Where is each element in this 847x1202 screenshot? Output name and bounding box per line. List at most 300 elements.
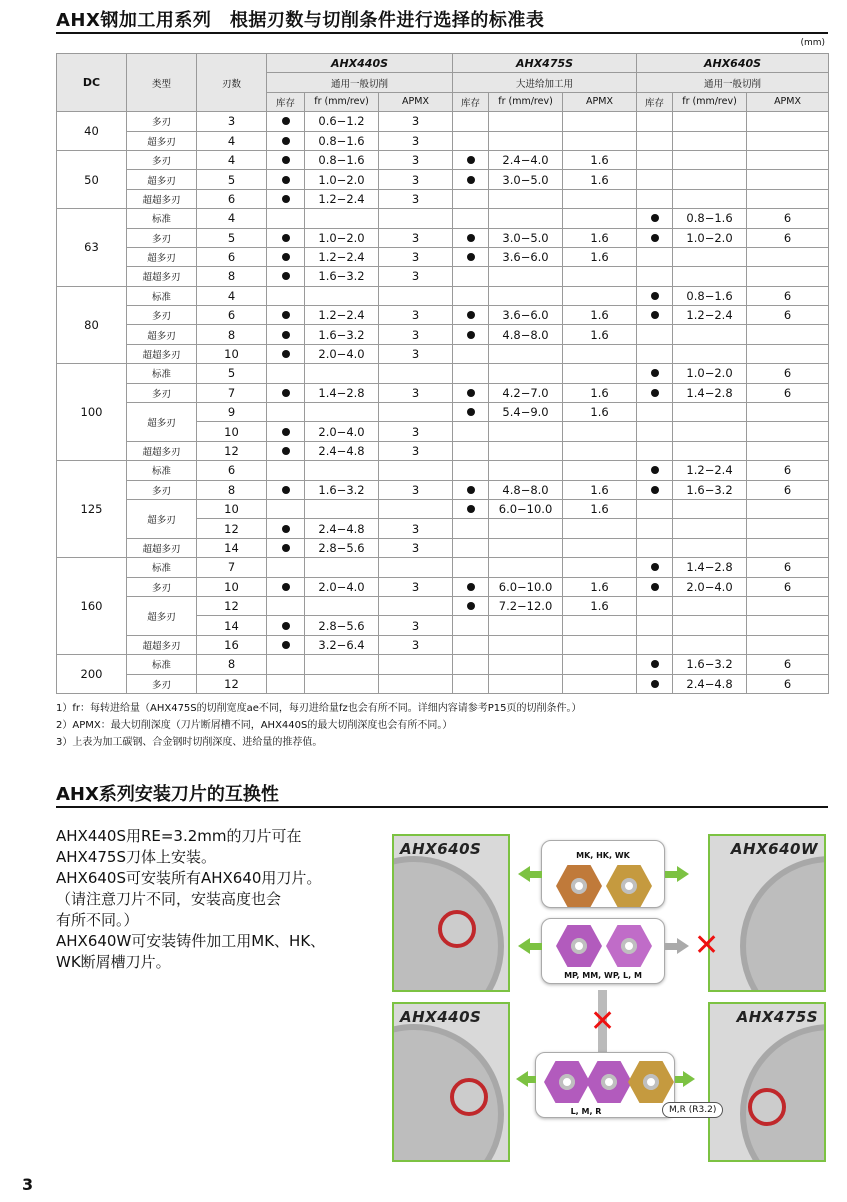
teeth-cell: 14: [197, 616, 267, 635]
table-row: [57, 655, 829, 674]
apmx-cell: [563, 519, 637, 538]
stock-cell: [453, 519, 489, 538]
table-row: [57, 209, 829, 228]
fr-cell: [489, 558, 563, 577]
text-line: AHX440S用RE=3.2mm的刀片可在: [56, 827, 302, 845]
fr-cell: [305, 209, 379, 228]
notes: [56, 700, 581, 751]
stock-cell: [453, 344, 489, 363]
fr-cell: 2.4−4.8: [305, 441, 379, 460]
stock-cell: [453, 441, 489, 460]
table-row: [57, 480, 829, 499]
type-cell: 超多刃: [127, 170, 197, 189]
type-cell: 超多刃: [127, 403, 197, 442]
fr-cell: 1.2−2.4: [673, 461, 747, 480]
fr-cell: [673, 170, 747, 189]
stock-cell: [637, 422, 673, 441]
apmx-cell: [747, 499, 829, 518]
sub-apmx: APMX: [563, 92, 637, 111]
apmx-cell: [747, 189, 829, 208]
fr-cell: [305, 461, 379, 480]
apmx-cell: [379, 655, 453, 674]
apmx-cell: 3: [379, 441, 453, 460]
apmx-cell: [747, 325, 829, 344]
apmx-cell: [563, 558, 637, 577]
stock-cell: [637, 616, 673, 635]
stock-dot-icon: [637, 383, 673, 402]
stock-dot-icon: [637, 364, 673, 383]
fr-cell: 6.0−10.0: [489, 499, 563, 518]
table-row: [57, 306, 829, 325]
fr-cell: [489, 655, 563, 674]
fr-cell: [489, 112, 563, 131]
apmx-cell: 3: [379, 480, 453, 499]
table-row: [57, 596, 829, 615]
apmx-cell: 1.6: [563, 499, 637, 518]
apmx-cell: [563, 674, 637, 693]
interchange-text: [56, 826, 356, 973]
apmx-cell: [379, 596, 453, 615]
fr-cell: [489, 267, 563, 286]
stock-dot-icon: [267, 480, 305, 499]
apmx-cell: [747, 150, 829, 169]
apmx-cell: 6: [747, 461, 829, 480]
table-row: [57, 635, 829, 654]
col-teeth: 刃数: [197, 54, 267, 112]
arrow-shaft: [528, 1076, 536, 1083]
fr-cell: [305, 499, 379, 518]
apmx-cell: [747, 538, 829, 557]
fr-cell: [673, 150, 747, 169]
fr-cell: 5.4−9.0: [489, 403, 563, 422]
apmx-cell: [747, 131, 829, 150]
insert-icon: [544, 1061, 590, 1103]
stock-cell: [637, 112, 673, 131]
apmx-cell: [747, 403, 829, 422]
text-line: （请注意刀片不同，安装高度也会: [56, 890, 282, 908]
stock-cell: [637, 519, 673, 538]
type-cell: 标准: [127, 209, 197, 228]
stock-dot-icon: [637, 461, 673, 480]
fr-cell: [673, 267, 747, 286]
teeth-cell: 12: [197, 441, 267, 460]
apmx-cell: [379, 403, 453, 422]
apmx-cell: 3: [379, 306, 453, 325]
stock-dot-icon: [637, 577, 673, 596]
type-cell: 超多刃: [127, 325, 197, 344]
insert-seat-icon: [748, 1088, 786, 1126]
teeth-cell: 16: [197, 635, 267, 654]
insert-seat-icon: [438, 910, 476, 948]
teeth-cell: 6: [197, 461, 267, 480]
teeth-cell: 10: [197, 422, 267, 441]
stock-cell: [637, 538, 673, 557]
stock-dot-icon: [267, 325, 305, 344]
apmx-cell: 6: [747, 577, 829, 596]
fr-cell: 1.6−3.2: [305, 267, 379, 286]
series-name: AHX475S: [453, 54, 637, 73]
table-row: [57, 674, 829, 693]
fr-cell: [673, 499, 747, 518]
stock-dot-icon: [637, 655, 673, 674]
sub-fr: fr (mm/rev): [673, 92, 747, 111]
dc-cell: 50: [57, 150, 127, 208]
fr-cell: [489, 441, 563, 460]
stock-dot-icon: [267, 306, 305, 325]
apmx-cell: 1.6: [563, 480, 637, 499]
fr-cell: [489, 616, 563, 635]
not-compatible-icon: ✕: [590, 1004, 616, 1039]
table-row: [57, 286, 829, 305]
teeth-cell: 4: [197, 131, 267, 150]
apmx-cell: 3: [379, 150, 453, 169]
apmx-cell: 3: [379, 170, 453, 189]
apmx-cell: [379, 461, 453, 480]
teeth-cell: 4: [197, 286, 267, 305]
stock-dot-icon: [453, 403, 489, 422]
insert-icon: [556, 865, 602, 907]
apmx-cell: [563, 461, 637, 480]
fr-cell: [673, 441, 747, 460]
text-line: AHX640W可安装铸件加工用MK、HK、: [56, 932, 326, 950]
stock-cell: [637, 150, 673, 169]
apmx-cell: [747, 519, 829, 538]
apmx-cell: 3: [379, 267, 453, 286]
apmx-cell: [747, 422, 829, 441]
apmx-cell: 1.6: [563, 150, 637, 169]
apmx-cell: [563, 189, 637, 208]
apmx-cell: 3: [379, 577, 453, 596]
series-name: AHX640S: [637, 54, 829, 73]
stock-dot-icon: [453, 325, 489, 344]
apmx-cell: [747, 635, 829, 654]
stock-cell: [453, 558, 489, 577]
type-cell: 标准: [127, 461, 197, 480]
stock-dot-icon: [637, 674, 673, 693]
apmx-cell: 6: [747, 228, 829, 247]
type-cell: 多刃: [127, 480, 197, 499]
apmx-cell: 3: [379, 383, 453, 402]
apmx-cell: 6: [747, 558, 829, 577]
apmx-cell: [747, 112, 829, 131]
stock-dot-icon: [453, 228, 489, 247]
fr-cell: 7.2−12.0: [489, 596, 563, 615]
series-name: AHX440S: [267, 54, 453, 73]
text-line: AHX475S刀体上安装。: [56, 848, 216, 866]
fr-cell: [489, 538, 563, 557]
table-row: [57, 150, 829, 169]
stock-cell: [637, 131, 673, 150]
stock-dot-icon: [637, 286, 673, 305]
stock-cell: [267, 596, 305, 615]
fr-cell: 2.0−4.0: [305, 577, 379, 596]
panel-label: AHX640S: [400, 840, 482, 858]
not-compatible-icon: ✕: [694, 928, 720, 963]
apmx-cell: 1.6: [563, 577, 637, 596]
stock-cell: [637, 635, 673, 654]
teeth-cell: 8: [197, 267, 267, 286]
table-row: [57, 383, 829, 402]
fr-cell: 1.0−2.0: [305, 170, 379, 189]
stock-dot-icon: [267, 112, 305, 131]
fr-cell: 1.4−2.8: [673, 383, 747, 402]
apmx-cell: 6: [747, 674, 829, 693]
stock-dot-icon: [637, 306, 673, 325]
stock-cell: [453, 286, 489, 305]
apmx-cell: 6: [747, 306, 829, 325]
apmx-cell: 3: [379, 325, 453, 344]
fr-cell: 2.0−4.0: [305, 344, 379, 363]
stock-dot-icon: [267, 441, 305, 460]
table-row: [57, 344, 829, 363]
apmx-cell: 3: [379, 247, 453, 266]
stock-cell: [453, 189, 489, 208]
type-cell: 超超多刃: [127, 441, 197, 460]
apmx-cell: 3: [379, 189, 453, 208]
note-1: 1）fr：每转进给量（AHX475S的切削宽度ae不同，每刃进给量fz也会有所不同。详细内容请参考P15页的切削条件。）: [56, 703, 582, 714]
teeth-cell: 9: [197, 403, 267, 422]
arrow-shaft: [530, 871, 542, 878]
sub-stock: 库存: [637, 92, 673, 111]
apmx-cell: 1.6: [563, 383, 637, 402]
type-cell: 标准: [127, 364, 197, 383]
teeth-cell: 4: [197, 209, 267, 228]
apmx-cell: 6: [747, 655, 829, 674]
fr-cell: 1.6−3.2: [305, 480, 379, 499]
insert-icon: [606, 925, 652, 967]
stock-dot-icon: [267, 150, 305, 169]
fr-cell: 1.2−2.4: [305, 306, 379, 325]
apmx-cell: [379, 499, 453, 518]
sub-fr: fr (mm/rev): [489, 92, 563, 111]
dc-cell: 80: [57, 286, 127, 364]
type-cell: 多刃: [127, 674, 197, 693]
fr-cell: [305, 286, 379, 305]
fr-cell: [305, 655, 379, 674]
fr-cell: [305, 403, 379, 422]
fr-cell: [673, 325, 747, 344]
dc-cell: 40: [57, 112, 127, 151]
apmx-cell: [747, 596, 829, 615]
series-usage: 大进给加工用: [453, 73, 637, 92]
apmx-cell: 3: [379, 131, 453, 150]
stock-dot-icon: [453, 577, 489, 596]
type-cell: 多刃: [127, 383, 197, 402]
table-row: [57, 189, 829, 208]
teeth-cell: 8: [197, 480, 267, 499]
stock-dot-icon: [453, 596, 489, 615]
sub-apmx: APMX: [379, 92, 453, 111]
teeth-cell: 12: [197, 674, 267, 693]
stock-dot-icon: [267, 422, 305, 441]
table-row: [57, 461, 829, 480]
apmx-cell: 3: [379, 344, 453, 363]
fr-cell: 1.6−3.2: [673, 655, 747, 674]
apmx-cell: [747, 247, 829, 266]
stock-cell: [637, 403, 673, 422]
fr-cell: 1.0−2.0: [305, 228, 379, 247]
stock-dot-icon: [267, 538, 305, 557]
stock-dot-icon: [267, 267, 305, 286]
apmx-cell: 3: [379, 422, 453, 441]
insert-group-mk-hk-wk: [541, 840, 665, 908]
fr-cell: [673, 519, 747, 538]
panel-ahx440s: [392, 1002, 510, 1162]
teeth-cell: 7: [197, 383, 267, 402]
stock-cell: [637, 499, 673, 518]
teeth-cell: 5: [197, 364, 267, 383]
stock-dot-icon: [637, 558, 673, 577]
apmx-cell: [563, 441, 637, 460]
fr-cell: 2.4−4.8: [305, 519, 379, 538]
stock-cell: [267, 286, 305, 305]
stock-cell: [637, 170, 673, 189]
arrow-left-icon: [516, 1071, 528, 1087]
section2-rule: [56, 806, 828, 808]
type-cell: 超超多刃: [127, 267, 197, 286]
apmx-cell: 1.6: [563, 228, 637, 247]
stock-cell: [267, 674, 305, 693]
box-caption: MK, HK, WK: [576, 851, 630, 860]
panel-label: AHX440S: [400, 1008, 482, 1026]
dc-cell: 63: [57, 209, 127, 287]
type-cell: 超超多刃: [127, 635, 197, 654]
fr-cell: [489, 422, 563, 441]
type-cell: 标准: [127, 286, 197, 305]
fr-cell: [489, 364, 563, 383]
stock-dot-icon: [267, 131, 305, 150]
fr-cell: [305, 558, 379, 577]
stock-dot-icon: [267, 616, 305, 635]
table-row: [57, 364, 829, 383]
stock-cell: [453, 538, 489, 557]
text-line: WK断屑槽刀片。: [56, 953, 171, 971]
type-cell: 超多刃: [127, 131, 197, 150]
stock-cell: [637, 596, 673, 615]
stock-cell: [637, 189, 673, 208]
apmx-cell: [379, 364, 453, 383]
fr-cell: [673, 635, 747, 654]
fr-cell: [305, 674, 379, 693]
arrow-left-icon: [518, 938, 530, 954]
page-number: 3: [22, 1175, 34, 1194]
apmx-cell: [747, 441, 829, 460]
stock-dot-icon: [637, 209, 673, 228]
fr-cell: 0.8−1.6: [673, 286, 747, 305]
type-cell: 多刃: [127, 112, 197, 131]
stock-cell: [637, 247, 673, 266]
insert-group-mp-mm-wp: [541, 918, 665, 984]
arrow-shaft: [675, 1076, 683, 1083]
fr-cell: [489, 131, 563, 150]
type-cell: 超超多刃: [127, 189, 197, 208]
fr-cell: [489, 209, 563, 228]
stock-dot-icon: [267, 170, 305, 189]
insert-tag: M,R (R3.2): [662, 1102, 723, 1118]
stock-dot-icon: [267, 344, 305, 363]
sub-apmx: APMX: [747, 92, 829, 111]
type-cell: 超多刃: [127, 499, 197, 538]
fr-cell: [305, 596, 379, 615]
box-caption: L, M, R: [570, 1107, 602, 1116]
apmx-cell: [563, 538, 637, 557]
table-row: [57, 247, 829, 266]
fr-cell: 1.2−2.4: [305, 247, 379, 266]
apmx-cell: 1.6: [563, 306, 637, 325]
apmx-cell: 3: [379, 635, 453, 654]
table-row: [57, 441, 829, 460]
arrow-right-icon: [677, 938, 689, 954]
teeth-cell: 5: [197, 170, 267, 189]
stock-dot-icon: [453, 480, 489, 499]
table-row: [57, 577, 829, 596]
type-cell: 多刃: [127, 577, 197, 596]
apmx-cell: [563, 655, 637, 674]
stock-cell: [267, 209, 305, 228]
fr-cell: 1.2−2.4: [673, 306, 747, 325]
col-type: 类型: [127, 54, 197, 112]
fr-cell: 1.4−2.8: [305, 383, 379, 402]
fr-cell: 2.0−4.0: [305, 422, 379, 441]
type-cell: 标准: [127, 558, 197, 577]
insert-group-l-m-r: [535, 1052, 675, 1118]
stock-dot-icon: [637, 480, 673, 499]
insert-icon: [606, 865, 652, 907]
apmx-cell: [563, 286, 637, 305]
panel-ahx640w: [708, 834, 826, 992]
fr-cell: 1.4−2.8: [673, 558, 747, 577]
fr-cell: 4.2−7.0: [489, 383, 563, 402]
stock-dot-icon: [267, 519, 305, 538]
text-line: AHX640S可安装所有AHX640用刀片。: [56, 869, 322, 887]
arrow-left-icon: [518, 866, 530, 882]
section2-title: AHX系列安装刀片的互换性: [56, 784, 279, 805]
arrow-shaft: [665, 871, 677, 878]
apmx-cell: [563, 616, 637, 635]
stock-cell: [453, 209, 489, 228]
stock-dot-icon: [453, 170, 489, 189]
stock-cell: [453, 674, 489, 693]
apmx-cell: [747, 170, 829, 189]
stock-dot-icon: [267, 383, 305, 402]
note-3: 3）上表为加工碳钢、合金钢时切削深度、进给量的推荐值。: [56, 737, 323, 748]
note-2: 2）APMX：最大切削深度（刀片断屑槽不同，AHX440S的最大切削深度也会有所不同。）: [56, 720, 453, 731]
stock-dot-icon: [453, 306, 489, 325]
stock-cell: [267, 461, 305, 480]
series-usage: 通用一般切削: [267, 73, 453, 92]
arrow-shaft: [665, 943, 677, 950]
arrow-right-icon: [683, 1071, 695, 1087]
fr-cell: [489, 519, 563, 538]
type-cell: 超多刃: [127, 247, 197, 266]
insert-icon: [628, 1061, 674, 1103]
fr-cell: [673, 538, 747, 557]
table-row: [57, 112, 829, 131]
table-row: [57, 325, 829, 344]
fr-cell: [673, 131, 747, 150]
table-row: [57, 170, 829, 189]
fr-cell: 1.2−2.4: [305, 189, 379, 208]
teeth-cell: 10: [197, 499, 267, 518]
apmx-cell: 6: [747, 364, 829, 383]
stock-cell: [267, 499, 305, 518]
apmx-cell: [379, 558, 453, 577]
teeth-cell: 8: [197, 325, 267, 344]
apmx-cell: [563, 267, 637, 286]
panel-ahx640s: [392, 834, 510, 992]
fr-cell: 3.0−5.0: [489, 228, 563, 247]
apmx-cell: 3: [379, 616, 453, 635]
